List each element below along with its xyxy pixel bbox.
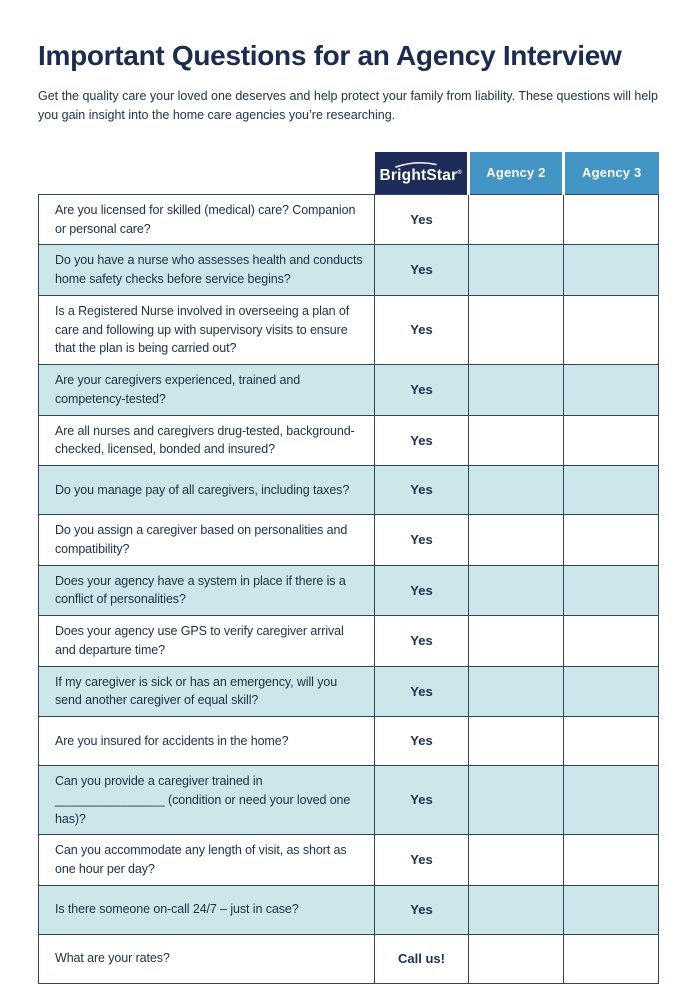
agency3-answer-cell xyxy=(564,934,659,983)
brightstar-answer-cell: Yes xyxy=(375,515,469,566)
agency2-answer-cell xyxy=(469,365,564,416)
table-row xyxy=(39,766,659,835)
agency3-answer-cell xyxy=(564,245,659,296)
agency3-answer-cell xyxy=(564,885,659,934)
brightstar-answer-cell: Yes xyxy=(375,717,469,766)
brightstar-answer-cell: Yes xyxy=(375,365,469,416)
brightstar-answer-cell: Yes xyxy=(375,565,469,616)
brightstar-answer-cell: Yes xyxy=(375,885,469,934)
question-cell: Are you licensed for skilled (medical) care? Companion or personal care? xyxy=(39,194,375,245)
table-row xyxy=(39,565,659,616)
table-row xyxy=(39,885,659,934)
question-cell: Does your agency use GPS to verify caregiver arrival and departure time? xyxy=(39,616,375,667)
agency3-answer-cell xyxy=(564,194,659,245)
brightstar-wordmark: BrightStar xyxy=(379,166,458,184)
brightstar-answer-cell: Yes xyxy=(375,835,469,886)
question-cell: If my caregiver is sick or has an emergency, will you send another caregiver of equal skill? xyxy=(39,666,375,717)
question-cell: Are your caregivers experienced, trained and competency-tested? xyxy=(39,365,375,416)
agency-comparison-table xyxy=(38,152,659,984)
table-row xyxy=(39,415,659,466)
brightstar-answer-cell: Yes xyxy=(375,616,469,667)
brightstar-answer-cell: Yes xyxy=(375,295,469,364)
table-row xyxy=(39,194,659,245)
question-cell: What are your rates? xyxy=(39,934,375,983)
table-row xyxy=(39,245,659,296)
agency2-answer-cell xyxy=(469,194,564,245)
agency2-answer-cell xyxy=(469,717,564,766)
agency3-answer-cell xyxy=(564,565,659,616)
table-row xyxy=(39,717,659,766)
table-row xyxy=(39,365,659,416)
table-row xyxy=(39,616,659,667)
agency2-answer-cell xyxy=(469,245,564,296)
agency3-answer-cell xyxy=(564,466,659,515)
agency2-header-cell: Agency 2 xyxy=(469,152,564,195)
question-cell: Do you have a nurse who assesses health and conducts home safety checks before service begins? xyxy=(39,245,375,296)
agency3-answer-cell xyxy=(564,415,659,466)
page-subtitle: Get the quality care your loved one deserves and help protect your family from liability. These questions will help you gain insight into the home care agencies you’re researching. xyxy=(38,89,658,123)
question-cell: Is there someone on-call 24/7 – just in case? xyxy=(39,885,375,934)
agency2-answer-cell xyxy=(469,565,564,616)
agency2-answer-cell xyxy=(469,515,564,566)
question-cell: Do you manage pay of all caregivers, including taxes? xyxy=(39,466,375,515)
brightstar-header-cell xyxy=(375,152,469,195)
agency2-answer-cell xyxy=(469,295,564,364)
agency3-answer-cell xyxy=(564,835,659,886)
agency3-answer-cell xyxy=(564,766,659,835)
question-cell: Can you provide a caregiver trained in ________________ (condition or need your loved one has)? xyxy=(39,766,375,835)
table-header-row xyxy=(39,152,659,195)
agency3-answer-cell xyxy=(564,365,659,416)
brightstar-logo xyxy=(380,161,462,185)
table-row xyxy=(39,835,659,886)
agency3-answer-cell xyxy=(564,717,659,766)
table-row xyxy=(39,295,659,364)
agency2-answer-cell xyxy=(469,934,564,983)
question-cell: Are you insured for accidents in the home? xyxy=(39,717,375,766)
brightstar-answer-cell: Yes xyxy=(375,194,469,245)
table-row xyxy=(39,934,659,983)
agency2-answer-cell xyxy=(469,616,564,667)
agency2-answer-cell xyxy=(469,835,564,886)
table-row xyxy=(39,515,659,566)
brightstar-answer-cell: Yes xyxy=(375,466,469,515)
agency3-answer-cell xyxy=(564,295,659,364)
brightstar-answer-cell: Yes xyxy=(375,666,469,717)
brightstar-answer-cell: Yes xyxy=(375,766,469,835)
agency2-answer-cell xyxy=(469,666,564,717)
agency3-answer-cell xyxy=(564,515,659,566)
agency2-answer-cell xyxy=(469,415,564,466)
question-cell: Are all nurses and caregivers drug-tested, background-checked, licensed, bonded and insured? xyxy=(39,415,375,466)
agency2-answer-cell xyxy=(469,885,564,934)
agency3-answer-cell xyxy=(564,666,659,717)
questions-table-body xyxy=(39,194,659,983)
question-cell: Does your agency have a system in place if there is a conflict of personalities? xyxy=(39,565,375,616)
brightstar-answer-cell: Yes xyxy=(375,415,469,466)
question-cell: Can you accommodate any length of visit, as short as one hour per day? xyxy=(39,835,375,886)
question-cell: Is a Registered Nurse involved in overseeing a plan of care and following up with supervisory visits to ensure that the plan is being carried out? xyxy=(39,295,375,364)
agency2-answer-cell xyxy=(469,766,564,835)
question-cell: Do you assign a caregiver based on personalities and compatibility? xyxy=(39,515,375,566)
table-row xyxy=(39,666,659,717)
brightstar-answer-cell: Yes xyxy=(375,245,469,296)
brightstar-answer-cell: Call us! xyxy=(375,934,469,983)
agency2-answer-cell xyxy=(469,466,564,515)
header-spacer-cell xyxy=(39,152,375,195)
registered-mark: ® xyxy=(457,169,462,176)
agency3-header-cell: Agency 3 xyxy=(564,152,659,195)
table-row xyxy=(39,466,659,515)
agency3-answer-cell xyxy=(564,616,659,667)
brightstar-swoosh-icon xyxy=(393,160,439,169)
page-title: Important Questions for an Agency Interview xyxy=(38,40,622,71)
